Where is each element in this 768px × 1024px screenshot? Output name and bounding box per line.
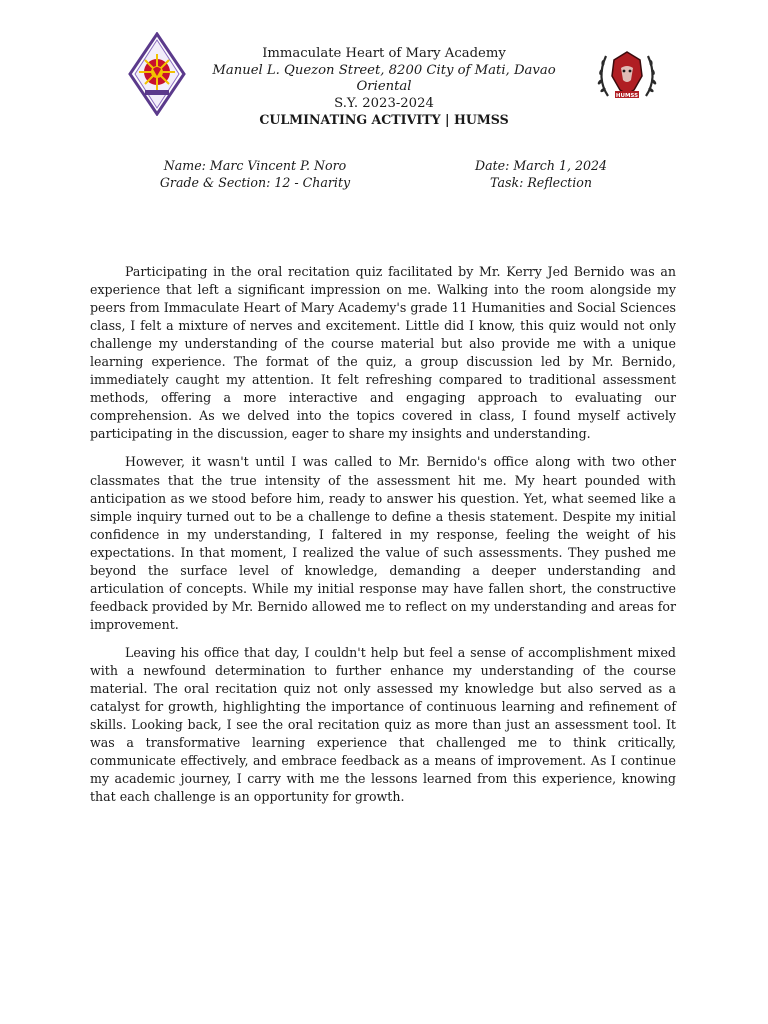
submission-date: Date: March 1, 2024 xyxy=(474,158,608,173)
svg-text:HUMSS: HUMSS xyxy=(615,93,639,99)
school-header xyxy=(190,46,578,112)
paragraph: However, it wasn't until I was called to Mr. Bernido's office along with two other classmates that the true intensity of the assessment hit me. My heart pounded with anticipation as we stood before him, ready to answer his question. Yet, what seemed like a simple inquiry turned out to be a challenge to define a thesis statement. Despite my initial confidence in my understanding, I faltered in my response, feeling the weight of his expectations. In that moment, I realized the value of such assessments. They pushed me beyond the surface level of knowledge, demanding a deeper understanding and articulation of concepts. While my initial response may have fallen short, the constructive feedback provided by Mr. Bernido allowed me to reflect on my understanding and areas for improvement. xyxy=(90,454,676,632)
school-seal-icon xyxy=(128,32,186,116)
humss-lion-emblem-icon xyxy=(594,46,660,106)
grade-section: Grade & Section: 12 - Charity xyxy=(159,174,351,190)
reflection-body xyxy=(90,263,676,816)
activity-title: CULMINATING ACTIVITY | HUMSS xyxy=(259,112,509,127)
student-name: Name: Marc Vincent P. Noro xyxy=(163,158,347,173)
school-year: S.Y. 2023-2024 xyxy=(334,95,434,111)
task-type: Task: Reflection xyxy=(490,174,592,190)
school-address: Manuel L. Quezon Street, 8200 City of Mati, Davao Oriental xyxy=(212,62,556,94)
paragraph: Participating in the oral recitation quiz facilitated by Mr. Kerry Jed Bernido was an experience that left a significant impression on me. Walking into the room alongside my peers from Immaculate Heart of Mary Academy's grade 11 Humanities and Social Sciences class, I felt a mixture of nerves and excitement. Little did I know, this quiz would not only challenge my understanding of the course material but also provide me with a unique learning experience. The format of the quiz, a group discussion led by Mr. Bernido, immediately caught my attention. It felt refreshing compared to traditional assessment methods, offering a more interactive and engaging approach to evaluating our comprehension. As we delved into the topics covered in class, I found myself actively participating in the discussion, eager to share my insights and understanding. xyxy=(90,264,676,442)
school-name: Immaculate Heart of Mary Academy xyxy=(262,46,506,61)
student-info-right xyxy=(455,158,627,191)
student-info-left xyxy=(150,158,360,191)
paragraph: Leaving his office that day, I couldn't help but feel a sense of accomplishment mixed with a newfound determination to further enhance my understanding of the course material. The oral recitation quiz not only assessed my knowledge but also served as a catalyst for growth, highlighting the importance of continuous learning and refinement of skills. Looking back, I see the oral recitation quiz as more than just an assessment tool. It was a transformative learning experience that challenged me to think critically, communicate effectively, and embrace feedback as a means of improvement. As I continue my academic journey, I carry with me the lessons learned from this experience, knowing that each challenge is an opportunity for growth. xyxy=(90,644,676,805)
